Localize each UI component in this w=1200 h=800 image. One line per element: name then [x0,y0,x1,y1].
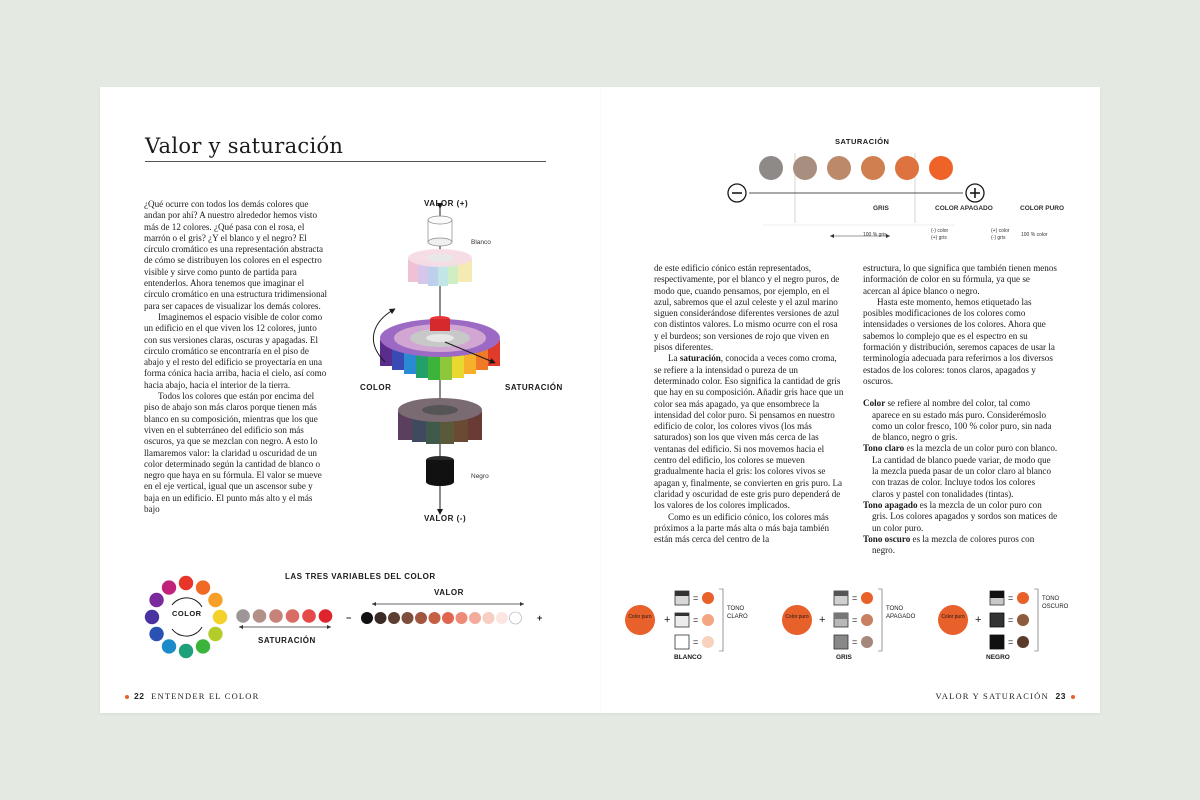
value-swatch [442,612,454,624]
folio-section: ENTENDER EL COLOR [151,691,260,701]
left-body-column [144,199,330,515]
value-swatch [456,612,468,624]
three-variables-heading: LAS TRES VARIABLES DEL COLOR [285,572,436,581]
color-tower-illustration [345,192,565,532]
value-swatch [415,612,427,624]
sat-gris-label: GRIS [873,205,889,212]
page-title: Valor y saturación [145,134,344,158]
black-label: Negro [471,473,489,480]
mix-group-claro [625,585,765,665]
value-swatch [402,612,414,624]
sat-diagram-title: SATURACIÓN [835,137,890,146]
folio-number: 23 [1055,691,1066,701]
wheel-swatch [196,580,210,594]
folio-number: 22 [134,691,145,701]
sat-diagram-swatch [861,156,885,180]
title-rule [145,161,546,162]
value-minus-symbol: − [346,613,352,623]
sat-puro-label: COLOR PURO [1020,205,1065,212]
value-swatch [388,612,400,624]
mix-base-label-claro: BLANCO [674,654,702,661]
svg-text:+: + [664,614,671,626]
mix-group-oscuro [938,585,1088,665]
svg-text:=: = [852,637,858,647]
wheel-swatch [179,644,193,658]
body-paragraph-3: Todos los colores que están por encima del piso de abajo son más claros porque tienen más blanco en su composición, mientras que los que viven en el subterráneo del edificio son más oscuros, ya que se mezclan con negro. A esto lo llamaremos valor: la claridad u oscuridad de un color determinado según la cantidad de blanco o negro que haya en su fórmula. El valor se mueve en el eje vertical, igual que un ascensor sube y baja en un edificio. El punto más alto y el más bajo [144,391,322,515]
mix-circle-label-apagado: Color puro [785,614,809,620]
value-row-arrow [368,600,528,608]
saturation-row-arrow [235,623,335,631]
mix-circle-label-oscuro: Color puro [941,614,965,620]
book-spread [100,87,1100,713]
svg-text:=: = [852,593,858,603]
sat-diagram-swatch [895,156,919,180]
white-level [428,216,452,246]
value-plus-symbol: + [537,613,543,623]
mix-base-label-apagado: GRIS [836,654,852,661]
right-page [600,87,1100,713]
saturation-swatch [319,609,333,623]
svg-text:=: = [693,615,699,625]
sat-less-color: (-) color [931,228,949,234]
wheel-swatch [208,627,222,641]
mix-circle-label-claro: Color puro [628,614,652,620]
definition-color: Color se refiere al nombre del color, tal como aparece en su estado más puro. Considerémoslo como un color fresco, 100 % color puro, sin nada de blanco, negro o gris. [863,398,1052,443]
value-swatch [375,612,387,624]
sat-more-gris: (+) gris [931,235,947,241]
mix-diagram-apagado [782,585,932,665]
definition-tono-apagado: Tono apagado es la mezcla de un color puro con gris. Los colores apagados y sordos son matices de un color puro. [863,499,1058,533]
body-paragraph-8: Hasta este momento, hemos etiquetado las posibles modificaciones de los colores como intensidades o versiones de los colores. Ahora que sabemos lo complejo que es el espectro en su formación y distribución, seremos capaces de usar la terminología adecuada para referirnos a los diversos estados de los colores: tonos claros, apagados y oscuros. [863,296,1055,386]
mix-tone-label-apagado: TONO APAGADO [886,606,916,620]
mix-tone-label-claro: TONO CLARO [727,606,748,620]
svg-text:=: = [1008,615,1014,625]
wheel-swatch [196,639,210,653]
value-swatch [510,612,522,624]
body-paragraph-2: Imaginemos el espacio visible de color como un edificio en el que viven los 12 colores, junto con sus versiones claras, oscuras y apagadas. El círculo cromático se encontraría en el piso de abajo y el resto del edificio se proyectaría en una forma cónica hacia arriba, hacia el cielo, así como hacia abajo, hacia el interior de la tierra. [144,311,327,390]
wheel-color-label: COLOR [172,609,202,618]
sat-diagram [725,153,995,243]
wheel-swatch [208,593,222,607]
mix-base-label-oscuro: NEGRO [986,654,1010,661]
definition-tono-oscuro: Tono oscuro es la mezcla de colores puros con negro. [863,533,1035,556]
sat-pct-gris: 100 % gris [863,232,887,238]
left-page [100,87,600,713]
svg-text:=: = [852,615,858,625]
value-swatch [496,612,508,624]
value-row [344,608,550,628]
mix-diagram-claro [625,585,765,665]
saturation-swatch [286,609,300,623]
sat-diagram-swatch [759,156,783,180]
svg-text:+: + [975,614,982,626]
sat-less-gris: (-) gris [991,235,1006,241]
wheel-swatch [149,593,163,607]
wheel-swatch [145,610,159,624]
light-level [408,249,472,286]
definition-tono-claro: Tono claro es la mezcla de un color puro con blanco. La cantidad de blanco puede variar, de modo que la mezcla pueda pasar de un color claro al blanco con trazas de color. Incluye todos los colores claros y pastel con tonalidades (tintas). [863,443,1058,499]
body-paragraph-4: de este edificio cónico están representados, respectivamente, por el blanco y el negro puros, de modo que, cuando pensamos, por ejemplo, en el azul, sabremos que el azul celeste y el azul marino siguen considerándose diferentes versiones de azul con distintos valores. Lo mismo ocurre con el rosa y el burdeos; son versiones de rojo que viven en pisos diferentes. [654,263,840,353]
white-label: Blanco [471,239,491,246]
saturation-swatch [269,609,283,623]
saturation-row-label: SATURACIÓN [258,636,316,645]
sat-pct-color: 100 % color [1021,232,1048,238]
value-minus-label: VALOR (-) [424,514,467,523]
value-swatch [361,612,373,624]
mix-tone-label-oscuro: TONO OSCURO [1042,596,1069,610]
wheel-swatch [162,639,176,653]
svg-text:=: = [1008,637,1014,647]
saturation-swatch [302,609,316,623]
pure-color-level [380,316,500,380]
folio-section: VALOR Y SATURACIÓN [935,691,1049,701]
left-folio [120,691,260,701]
wheel-swatch [213,610,227,624]
svg-text:=: = [693,637,699,647]
saturation-swatch [253,609,267,623]
right-body-column-2 [863,263,1059,556]
black-level [426,456,454,486]
svg-text:+: + [819,614,826,626]
value-row-label: VALOR [434,588,464,597]
saturation-axis-label: SATURACIÓN [505,383,563,392]
value-swatch [429,612,441,624]
svg-text:=: = [693,593,699,603]
wheel-swatch [179,576,193,590]
mix-group-apagado [782,585,932,665]
value-swatch [483,612,495,624]
sat-diagram-swatch [793,156,817,180]
right-body-column-1 [654,263,844,545]
color-axis-label: COLOR [360,383,392,392]
sat-diagram-swatch [827,156,851,180]
sat-diagram-swatch [929,156,953,180]
body-paragraph-1: ¿Qué ocurre con todos los demás colores que andan por ahí? A nuestro alrededor hemos visto más de 12 colores. ¿Qué pasa con el rosa, el marrón o el gris? ¿Y el blanco y el negro? El círculo cromático es una representación abstracta de cómo se distribuyen los colores en el espectro visible y sirve como punto de partida para entenderlos. Ahora tenemos que imaginar el círculo cromático en una estructura tridimensional para ser capaces de visualizar los demás colores. [144,199,328,311]
folio-dot [1071,695,1075,699]
value-swatch [469,612,481,624]
saturation-swatch [236,609,250,623]
body-paragraph-saturation: La saturación, conocida a veces como croma, se refiere a la intensidad o pureza de un determinado color. Eso significa la cantidad de gris que hay en su composición. Añadir gris hace que un color sea más apagado, ya que ensombrece la intensidad del color puro. Si pensamos en nuestro edificio de color, los colores vivos (los más saturados) son los que viven más cerca de las ventanas del edificio. Si nos movemos hacia el centro del edificio, los colores se mueven gradualmente hacia el gris: los colores vivos se apagan y, finalmente, se convierten en gris puro. La claridad y oscuridad de este gris puro dependerá de los valores de los colores implicados. [654,353,844,511]
folio-dot [125,695,129,699]
body-paragraph-6: Como es un edificio cónico, los colores más próximos a la parte más alta o más baja también están más cerca del centro de la [654,511,829,545]
body-paragraph-7: estructura, lo que significa que también tienen menos información de color en su fórmula, ya que se acercan al ápice blanco o negro. [863,263,1057,296]
wheel-swatch [149,627,163,641]
svg-text:=: = [1008,593,1014,603]
dark-level [398,398,482,444]
value-plus-label: VALOR (+) [424,199,469,208]
right-folio [935,691,1080,701]
sat-more-color: (+) color [991,228,1010,234]
sat-apagado-label: COLOR APAGADO [935,205,993,212]
wheel-swatch [162,580,176,594]
